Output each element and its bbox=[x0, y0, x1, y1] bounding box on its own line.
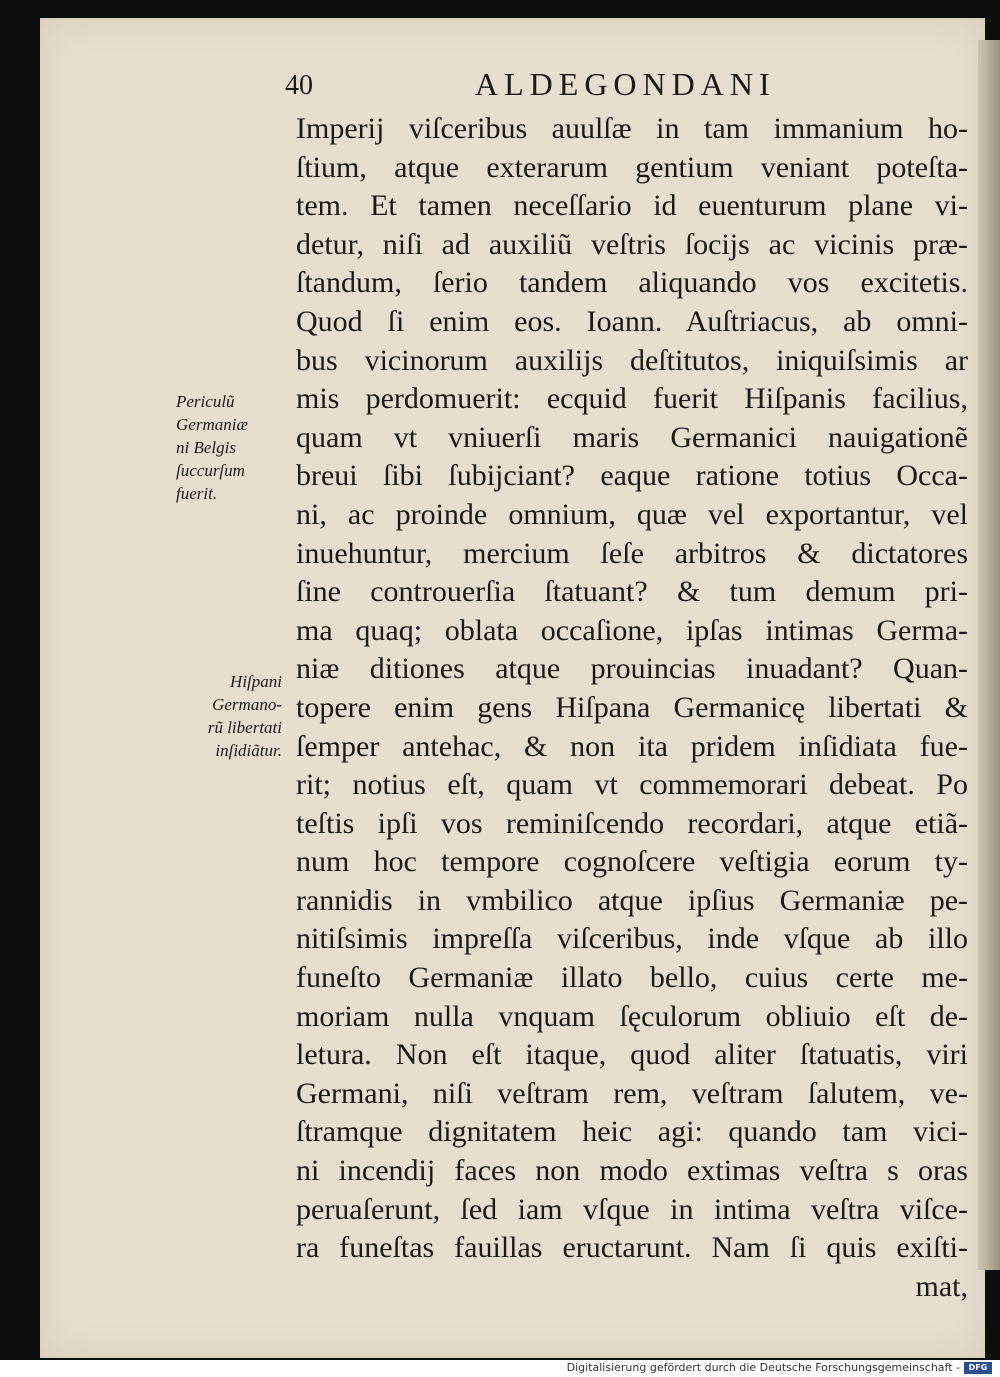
text-line: ſemper antehac, & non ita pridem inſidiata fue- bbox=[296, 729, 968, 763]
text-line: bus vicinorum auxilijs deſtitutos, iniquiſsimis ar bbox=[296, 343, 968, 377]
text-line: niæ ditiones atque prouincias inuadant? Quan- bbox=[296, 652, 968, 686]
catchword: mat, bbox=[915, 1269, 968, 1303]
marginal-note-line: ſuccurſum bbox=[176, 461, 245, 480]
text-line: ſtramque dignitatem heic agi: quando tam vici- bbox=[296, 1115, 968, 1149]
text-line: Germani, niſi veſtram rem, veſtram ſalutem, ve- bbox=[296, 1076, 968, 1110]
text-line: ni incendij faces non modo extimas veſtra s oras bbox=[296, 1154, 968, 1188]
text-line: peruaſerunt, ſed iam vſque in intima veſtra viſce- bbox=[296, 1192, 968, 1226]
text-line: letura. Non eſt itaque, quod aliter ſtatuatis, viri bbox=[296, 1038, 968, 1072]
marginal-note-line: Periculũ bbox=[176, 392, 235, 411]
marginal-note-line: Germaniæ bbox=[176, 415, 248, 434]
text-line: ſtium, atque exterarum gentium veniant poteſta- bbox=[296, 150, 968, 184]
page-header bbox=[285, 66, 975, 110]
text-line: rannidis in vmbilico atque ipſius Germaniæ pe- bbox=[296, 883, 968, 917]
page-edge bbox=[978, 40, 1000, 1270]
text-line: funeſto Germaniæ illato bello, cuius certe me- bbox=[296, 961, 968, 995]
marginal-note-line: fuerit. bbox=[176, 484, 218, 503]
text-line: ſine controuerſia ſtatuant? & tum demum pri- bbox=[296, 575, 968, 609]
marginal-note-line: Hiſpani bbox=[230, 672, 282, 691]
text-line: tem. Et tamen neceſſario id euenturum plane vi- bbox=[296, 189, 968, 223]
marginal-note-line: inſidiãtur. bbox=[215, 741, 282, 760]
text-line: teſtis ipſi vos reminiſcendo recordari, atque etiã- bbox=[296, 806, 968, 840]
text-line: quam vt vniuerſi maris Germanici nauigationẽ bbox=[296, 420, 968, 454]
text-line: ni, ac proinde omnium, quæ vel exportantur, vel bbox=[296, 497, 968, 531]
text-line: breui ſibi ſubijciant? eaque ratione totius Occa- bbox=[296, 459, 968, 493]
marginal-note-line: ni Belgis bbox=[176, 438, 236, 457]
body-text bbox=[296, 110, 968, 1306]
marginal-note-1 bbox=[176, 390, 286, 505]
page-number: 40 bbox=[285, 70, 313, 101]
text-line: ſtandum, ſerio tandem aliquando vos excitetis. bbox=[296, 266, 968, 300]
marginal-note-line: rũ libertati bbox=[207, 718, 282, 737]
running-head: ALDEGONDANI bbox=[475, 66, 776, 102]
footer-credit: Digitalisierung gefördert durch die Deutsche Forschungsgemeinschaft - bbox=[566, 1361, 960, 1374]
text-line: num hoc tempore cognoſcere veſtigia eorum ty- bbox=[296, 845, 968, 879]
digitization-footer bbox=[0, 1360, 1000, 1377]
text-line: rit; notius eſt, quam vt commemorari debeat. Po bbox=[296, 768, 968, 802]
text-line: inuehuntur, mercium ſeſe arbitros & dictatores bbox=[296, 536, 968, 570]
text-line: mis perdomuerit: ecquid fuerit Hiſpanis facilius, bbox=[296, 382, 968, 416]
text-line: topere enim gens Hiſpana Germanicę libertati & bbox=[296, 690, 968, 724]
text-line: Quod ſi enim eos. Ioann. Auſtriacus, ab omni- bbox=[296, 304, 968, 338]
text-line: moriam nulla vnquam ſęculorum obliuio eſt de- bbox=[296, 999, 968, 1033]
text-line: ra funeſtas fauillas eructarunt. Nam ſi quis exiſti- bbox=[296, 1231, 968, 1265]
marginal-note-line: Germano- bbox=[212, 695, 282, 714]
text-line: ma quaq; oblata occaſione, ipſas intimas Germa- bbox=[296, 613, 968, 647]
text-line: detur, niſi ad auxiliũ veſtris ſocijs ac vicinis præ- bbox=[296, 227, 968, 261]
marginal-note-2 bbox=[150, 670, 282, 762]
dfg-logo: DFG bbox=[964, 1362, 992, 1374]
text-line: nitiſsimis impreſſa viſceribus, inde vſque ab illo bbox=[296, 922, 968, 956]
text-line: Imperij viſceribus auulſæ in tam immanium ho- bbox=[296, 112, 968, 145]
